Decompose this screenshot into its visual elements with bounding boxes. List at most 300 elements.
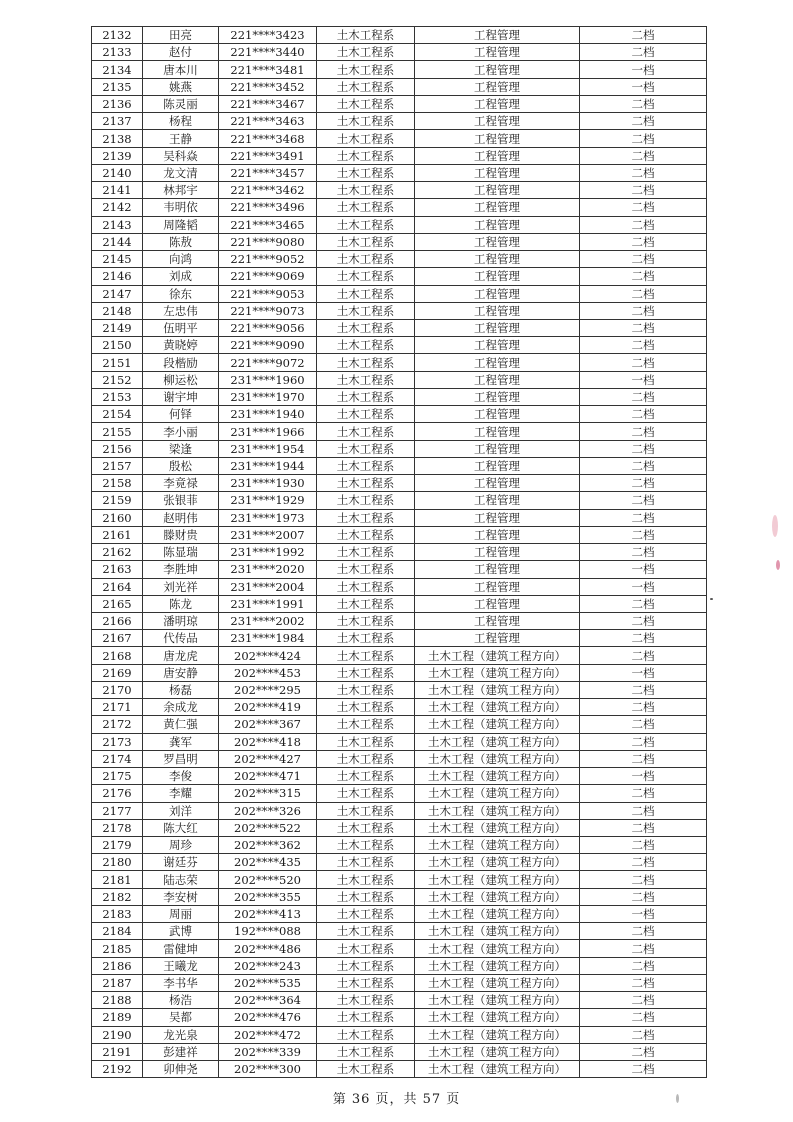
student-name-cell: 雷健坤 bbox=[143, 940, 219, 957]
department-cell: 土木工程系 bbox=[317, 819, 415, 836]
row-index-cell: 2147 bbox=[92, 285, 143, 302]
major-cell: 土木工程（建筑工程方向） bbox=[415, 1061, 580, 1078]
grant-level-cell: 二档 bbox=[580, 1061, 707, 1078]
table-row bbox=[92, 406, 707, 423]
grant-level-cell: 一档 bbox=[580, 578, 707, 595]
department-cell: 土木工程系 bbox=[317, 1043, 415, 1060]
student-id-cell: 202****520 bbox=[219, 871, 317, 888]
major-cell: 工程管理 bbox=[415, 44, 580, 61]
student-id-cell: 231****1973 bbox=[219, 509, 317, 526]
row-index-cell: 2157 bbox=[92, 457, 143, 474]
major-cell: 土木工程（建筑工程方向） bbox=[415, 923, 580, 940]
student-name-cell: 杨程 bbox=[143, 113, 219, 130]
student-name-cell: 李安树 bbox=[143, 888, 219, 905]
table-row bbox=[92, 509, 707, 526]
table-row bbox=[92, 302, 707, 319]
major-cell: 土木工程（建筑工程方向） bbox=[415, 699, 580, 716]
student-name-cell: 左忠伟 bbox=[143, 302, 219, 319]
row-index-cell: 2151 bbox=[92, 354, 143, 371]
major-cell: 土木工程（建筑工程方向） bbox=[415, 802, 580, 819]
department-cell: 土木工程系 bbox=[317, 492, 415, 509]
student-id-cell: 231****1970 bbox=[219, 388, 317, 405]
grant-level-cell: 二档 bbox=[580, 1009, 707, 1026]
row-index-cell: 2191 bbox=[92, 1043, 143, 1060]
row-index-cell: 2150 bbox=[92, 337, 143, 354]
grant-level-cell: 二档 bbox=[580, 940, 707, 957]
student-id-cell: 221****3467 bbox=[219, 95, 317, 112]
row-index-cell: 2176 bbox=[92, 785, 143, 802]
major-cell: 工程管理 bbox=[415, 526, 580, 543]
major-cell: 工程管理 bbox=[415, 388, 580, 405]
table-row bbox=[92, 612, 707, 629]
grant-level-cell: 二档 bbox=[580, 681, 707, 698]
major-cell: 工程管理 bbox=[415, 457, 580, 474]
grant-level-cell: 二档 bbox=[580, 268, 707, 285]
table-row bbox=[92, 182, 707, 199]
table-row bbox=[92, 802, 707, 819]
major-cell: 工程管理 bbox=[415, 371, 580, 388]
student-id-cell: 202****453 bbox=[219, 664, 317, 681]
student-name-cell: 吴都 bbox=[143, 1009, 219, 1026]
student-id-cell: 221****9056 bbox=[219, 319, 317, 336]
row-index-cell: 2156 bbox=[92, 440, 143, 457]
department-cell: 土木工程系 bbox=[317, 268, 415, 285]
table-row bbox=[92, 1009, 707, 1026]
department-cell: 土木工程系 bbox=[317, 423, 415, 440]
department-cell: 土木工程系 bbox=[317, 319, 415, 336]
table-row bbox=[92, 319, 707, 336]
major-cell: 土木工程（建筑工程方向） bbox=[415, 940, 580, 957]
row-index-cell: 2169 bbox=[92, 664, 143, 681]
student-id-cell: 221****3468 bbox=[219, 130, 317, 147]
major-cell: 土木工程（建筑工程方向） bbox=[415, 992, 580, 1009]
major-cell: 工程管理 bbox=[415, 595, 580, 612]
student-id-cell: 202****424 bbox=[219, 647, 317, 664]
major-cell: 工程管理 bbox=[415, 285, 580, 302]
major-cell: 工程管理 bbox=[415, 302, 580, 319]
grant-level-cell: 二档 bbox=[580, 216, 707, 233]
department-cell: 土木工程系 bbox=[317, 475, 415, 492]
grant-level-cell: 二档 bbox=[580, 233, 707, 250]
student-name-cell: 梁逢 bbox=[143, 440, 219, 457]
student-name-cell: 彭建祥 bbox=[143, 1043, 219, 1060]
table-row bbox=[92, 905, 707, 922]
grant-level-cell: 二档 bbox=[580, 992, 707, 1009]
department-cell: 土木工程系 bbox=[317, 974, 415, 991]
student-name-cell: 姚燕 bbox=[143, 78, 219, 95]
student-name-cell: 谢宇坤 bbox=[143, 388, 219, 405]
student-name-cell: 赵明伟 bbox=[143, 509, 219, 526]
table-row bbox=[92, 854, 707, 871]
grant-level-cell: 二档 bbox=[580, 285, 707, 302]
grant-level-cell: 二档 bbox=[580, 113, 707, 130]
grant-level-cell: 二档 bbox=[580, 785, 707, 802]
student-name-cell: 李耀 bbox=[143, 785, 219, 802]
student-id-cell: 231****2002 bbox=[219, 612, 317, 629]
student-id-cell: 202****427 bbox=[219, 750, 317, 767]
student-id-cell: 202****419 bbox=[219, 699, 317, 716]
student-name-cell: 徐东 bbox=[143, 285, 219, 302]
grant-level-cell: 二档 bbox=[580, 164, 707, 181]
department-cell: 土木工程系 bbox=[317, 888, 415, 905]
row-index-cell: 2184 bbox=[92, 923, 143, 940]
table-row bbox=[92, 268, 707, 285]
table-row bbox=[92, 44, 707, 61]
department-cell: 土木工程系 bbox=[317, 509, 415, 526]
table-row bbox=[92, 388, 707, 405]
grant-level-cell: 二档 bbox=[580, 147, 707, 164]
major-cell: 工程管理 bbox=[415, 95, 580, 112]
student-name-cell: 陈敖 bbox=[143, 233, 219, 250]
grant-level-cell: 二档 bbox=[580, 509, 707, 526]
major-cell: 工程管理 bbox=[415, 164, 580, 181]
row-index-cell: 2139 bbox=[92, 147, 143, 164]
row-index-cell: 2181 bbox=[92, 871, 143, 888]
grant-level-cell: 一档 bbox=[580, 768, 707, 785]
table-row bbox=[92, 457, 707, 474]
table-row bbox=[92, 95, 707, 112]
student-id-cell: 202****367 bbox=[219, 716, 317, 733]
table-row bbox=[92, 785, 707, 802]
student-id-cell: 221****9073 bbox=[219, 302, 317, 319]
grant-level-cell: 一档 bbox=[580, 371, 707, 388]
department-cell: 土木工程系 bbox=[317, 561, 415, 578]
student-name-cell: 唐龙虎 bbox=[143, 647, 219, 664]
row-index-cell: 2145 bbox=[92, 251, 143, 268]
table-row bbox=[92, 819, 707, 836]
row-index-cell: 2186 bbox=[92, 957, 143, 974]
grant-level-cell: 二档 bbox=[580, 337, 707, 354]
student-name-cell: 田亮 bbox=[143, 27, 219, 44]
major-cell: 工程管理 bbox=[415, 199, 580, 216]
grant-level-cell: 一档 bbox=[580, 561, 707, 578]
student-name-cell: 柳运松 bbox=[143, 371, 219, 388]
student-id-cell: 231****1944 bbox=[219, 457, 317, 474]
department-cell: 土木工程系 bbox=[317, 612, 415, 629]
table-row bbox=[92, 716, 707, 733]
scan-stain-mark bbox=[772, 515, 778, 537]
table-row bbox=[92, 940, 707, 957]
student-id-cell: 221****3496 bbox=[219, 199, 317, 216]
department-cell: 土木工程系 bbox=[317, 44, 415, 61]
row-index-cell: 2173 bbox=[92, 733, 143, 750]
major-cell: 工程管理 bbox=[415, 337, 580, 354]
student-name-cell: 潘明琼 bbox=[143, 612, 219, 629]
student-id-cell: 221****3440 bbox=[219, 44, 317, 61]
page-footer: 第 36 页，共 57 页 bbox=[332, 1092, 461, 1107]
scan-stain-mark bbox=[776, 560, 780, 570]
student-name-cell: 唐安静 bbox=[143, 664, 219, 681]
student-name-cell: 李竟禄 bbox=[143, 475, 219, 492]
student-id-cell: 202****472 bbox=[219, 1026, 317, 1043]
student-id-cell: 221****3465 bbox=[219, 216, 317, 233]
grant-level-cell: 二档 bbox=[580, 837, 707, 854]
department-cell: 土木工程系 bbox=[317, 957, 415, 974]
row-index-cell: 2178 bbox=[92, 819, 143, 836]
student-id-cell: 221****9090 bbox=[219, 337, 317, 354]
table-row bbox=[92, 768, 707, 785]
student-id-cell: 202****413 bbox=[219, 905, 317, 922]
student-id-cell: 221****9069 bbox=[219, 268, 317, 285]
row-index-cell: 2177 bbox=[92, 802, 143, 819]
grant-level-cell: 二档 bbox=[580, 974, 707, 991]
student-name-cell: 刘洋 bbox=[143, 802, 219, 819]
student-name-cell: 刘成 bbox=[143, 268, 219, 285]
grant-level-cell: 二档 bbox=[580, 130, 707, 147]
row-index-cell: 2135 bbox=[92, 78, 143, 95]
department-cell: 土木工程系 bbox=[317, 457, 415, 474]
grant-level-cell: 二档 bbox=[580, 716, 707, 733]
student-name-cell: 杨磊 bbox=[143, 681, 219, 698]
department-cell: 土木工程系 bbox=[317, 992, 415, 1009]
student-id-cell: 231****1930 bbox=[219, 475, 317, 492]
student-id-cell: 202****243 bbox=[219, 957, 317, 974]
grant-level-cell: 二档 bbox=[580, 733, 707, 750]
table-row bbox=[92, 147, 707, 164]
major-cell: 工程管理 bbox=[415, 251, 580, 268]
department-cell: 土木工程系 bbox=[317, 371, 415, 388]
grant-level-cell: 二档 bbox=[580, 819, 707, 836]
student-name-cell: 韦明依 bbox=[143, 199, 219, 216]
student-name-cell: 何铎 bbox=[143, 406, 219, 423]
department-cell: 土木工程系 bbox=[317, 681, 415, 698]
grant-level-cell: 二档 bbox=[580, 544, 707, 561]
table-row bbox=[92, 647, 707, 664]
department-cell: 土木工程系 bbox=[317, 233, 415, 250]
table-row bbox=[92, 888, 707, 905]
grant-level-cell: 二档 bbox=[580, 802, 707, 819]
student-name-cell: 陈灵丽 bbox=[143, 95, 219, 112]
grant-level-cell: 二档 bbox=[580, 319, 707, 336]
department-cell: 土木工程系 bbox=[317, 768, 415, 785]
major-cell: 土木工程（建筑工程方向） bbox=[415, 1026, 580, 1043]
student-name-cell: 武博 bbox=[143, 923, 219, 940]
grant-level-cell: 二档 bbox=[580, 595, 707, 612]
major-cell: 土木工程（建筑工程方向） bbox=[415, 1043, 580, 1060]
department-cell: 土木工程系 bbox=[317, 940, 415, 957]
row-index-cell: 2149 bbox=[92, 319, 143, 336]
row-index-cell: 2158 bbox=[92, 475, 143, 492]
major-cell: 土木工程（建筑工程方向） bbox=[415, 750, 580, 767]
department-cell: 土木工程系 bbox=[317, 544, 415, 561]
row-index-cell: 2133 bbox=[92, 44, 143, 61]
major-cell: 土木工程（建筑工程方向） bbox=[415, 681, 580, 698]
row-index-cell: 2160 bbox=[92, 509, 143, 526]
student-name-cell: 段楷励 bbox=[143, 354, 219, 371]
table-row bbox=[92, 957, 707, 974]
department-cell: 土木工程系 bbox=[317, 130, 415, 147]
department-cell: 土木工程系 bbox=[317, 647, 415, 664]
department-cell: 土木工程系 bbox=[317, 354, 415, 371]
department-cell: 土木工程系 bbox=[317, 1026, 415, 1043]
major-cell: 土木工程（建筑工程方向） bbox=[415, 768, 580, 785]
row-index-cell: 2163 bbox=[92, 561, 143, 578]
row-index-cell: 2134 bbox=[92, 61, 143, 78]
student-id-cell: 202****362 bbox=[219, 837, 317, 854]
grant-level-cell: 二档 bbox=[580, 199, 707, 216]
row-index-cell: 2143 bbox=[92, 216, 143, 233]
row-index-cell: 2148 bbox=[92, 302, 143, 319]
student-id-cell: 231****2004 bbox=[219, 578, 317, 595]
grant-level-cell: 二档 bbox=[580, 526, 707, 543]
student-id-cell: 202****364 bbox=[219, 992, 317, 1009]
major-cell: 土木工程（建筑工程方向） bbox=[415, 647, 580, 664]
student-name-cell: 杨浩 bbox=[143, 992, 219, 1009]
major-cell: 工程管理 bbox=[415, 475, 580, 492]
table-row bbox=[92, 578, 707, 595]
department-cell: 土木工程系 bbox=[317, 199, 415, 216]
row-index-cell: 2136 bbox=[92, 95, 143, 112]
major-cell: 工程管理 bbox=[415, 61, 580, 78]
major-cell: 工程管理 bbox=[415, 147, 580, 164]
row-index-cell: 2190 bbox=[92, 1026, 143, 1043]
table-row bbox=[92, 233, 707, 250]
grant-level-cell: 二档 bbox=[580, 388, 707, 405]
department-cell: 土木工程系 bbox=[317, 750, 415, 767]
row-index-cell: 2154 bbox=[92, 406, 143, 423]
student-name-cell: 王静 bbox=[143, 130, 219, 147]
student-id-cell: 192****088 bbox=[219, 923, 317, 940]
table-row bbox=[92, 199, 707, 216]
student-name-cell: 李胜坤 bbox=[143, 561, 219, 578]
row-index-cell: 2165 bbox=[92, 595, 143, 612]
student-id-cell: 221****3423 bbox=[219, 27, 317, 44]
table-row bbox=[92, 871, 707, 888]
major-cell: 土木工程（建筑工程方向） bbox=[415, 819, 580, 836]
table-row bbox=[92, 923, 707, 940]
table-row bbox=[92, 544, 707, 561]
scan-speck-mark bbox=[676, 1094, 679, 1103]
department-cell: 土木工程系 bbox=[317, 905, 415, 922]
row-index-cell: 2168 bbox=[92, 647, 143, 664]
student-id-cell: 231****1960 bbox=[219, 371, 317, 388]
row-index-cell: 2172 bbox=[92, 716, 143, 733]
row-index-cell: 2153 bbox=[92, 388, 143, 405]
grant-level-cell: 二档 bbox=[580, 27, 707, 44]
table-row bbox=[92, 475, 707, 492]
student-name-cell: 周隆韬 bbox=[143, 216, 219, 233]
row-index-cell: 2179 bbox=[92, 837, 143, 854]
row-index-cell: 2183 bbox=[92, 905, 143, 922]
major-cell: 土木工程（建筑工程方向） bbox=[415, 733, 580, 750]
major-cell: 工程管理 bbox=[415, 233, 580, 250]
student-name-cell: 谢廷芬 bbox=[143, 854, 219, 871]
department-cell: 土木工程系 bbox=[317, 406, 415, 423]
department-cell: 土木工程系 bbox=[317, 837, 415, 854]
scan-speck-mark bbox=[710, 598, 713, 600]
table-row bbox=[92, 681, 707, 698]
student-name-cell: 李俊 bbox=[143, 768, 219, 785]
department-cell: 土木工程系 bbox=[317, 61, 415, 78]
student-name-cell: 周珍 bbox=[143, 837, 219, 854]
table-row bbox=[92, 285, 707, 302]
student-name-cell: 代传品 bbox=[143, 630, 219, 647]
department-cell: 土木工程系 bbox=[317, 923, 415, 940]
table-row bbox=[92, 216, 707, 233]
table-row bbox=[92, 492, 707, 509]
grant-level-cell: 二档 bbox=[580, 1043, 707, 1060]
row-index-cell: 2192 bbox=[92, 1061, 143, 1078]
student-name-cell: 殷松 bbox=[143, 457, 219, 474]
row-index-cell: 2188 bbox=[92, 992, 143, 1009]
major-cell: 工程管理 bbox=[415, 561, 580, 578]
department-cell: 土木工程系 bbox=[317, 113, 415, 130]
table-row bbox=[92, 130, 707, 147]
student-id-cell: 202****326 bbox=[219, 802, 317, 819]
row-index-cell: 2180 bbox=[92, 854, 143, 871]
student-id-cell: 221****3452 bbox=[219, 78, 317, 95]
student-id-cell: 202****418 bbox=[219, 733, 317, 750]
student-name-cell: 刘光祥 bbox=[143, 578, 219, 595]
student-id-cell: 221****9072 bbox=[219, 354, 317, 371]
grant-level-cell: 二档 bbox=[580, 923, 707, 940]
row-index-cell: 2166 bbox=[92, 612, 143, 629]
major-cell: 土木工程（建筑工程方向） bbox=[415, 785, 580, 802]
student-name-cell: 伍明平 bbox=[143, 319, 219, 336]
major-cell: 工程管理 bbox=[415, 544, 580, 561]
table-row bbox=[92, 733, 707, 750]
table-row bbox=[92, 974, 707, 991]
row-index-cell: 2174 bbox=[92, 750, 143, 767]
table-row bbox=[92, 699, 707, 716]
major-cell: 土木工程（建筑工程方向） bbox=[415, 664, 580, 681]
department-cell: 土木工程系 bbox=[317, 78, 415, 95]
grant-level-cell: 二档 bbox=[580, 406, 707, 423]
department-cell: 土木工程系 bbox=[317, 95, 415, 112]
row-index-cell: 2132 bbox=[92, 27, 143, 44]
student-name-cell: 唐本川 bbox=[143, 61, 219, 78]
grant-level-cell: 二档 bbox=[580, 888, 707, 905]
major-cell: 土木工程（建筑工程方向） bbox=[415, 1009, 580, 1026]
table-row bbox=[92, 164, 707, 181]
row-index-cell: 2164 bbox=[92, 578, 143, 595]
table-row bbox=[92, 561, 707, 578]
department-cell: 土木工程系 bbox=[317, 699, 415, 716]
grant-level-cell: 二档 bbox=[580, 1026, 707, 1043]
student-id-cell: 202****315 bbox=[219, 785, 317, 802]
student-name-cell: 吴科焱 bbox=[143, 147, 219, 164]
student-name-cell: 陆志荣 bbox=[143, 871, 219, 888]
major-cell: 工程管理 bbox=[415, 216, 580, 233]
grant-level-cell: 二档 bbox=[580, 440, 707, 457]
major-cell: 工程管理 bbox=[415, 319, 580, 336]
grant-level-cell: 二档 bbox=[580, 182, 707, 199]
student-id-cell: 231****1992 bbox=[219, 544, 317, 561]
table-row bbox=[92, 354, 707, 371]
row-index-cell: 2171 bbox=[92, 699, 143, 716]
department-cell: 土木工程系 bbox=[317, 251, 415, 268]
student-id-cell: 231****1966 bbox=[219, 423, 317, 440]
department-cell: 土木工程系 bbox=[317, 302, 415, 319]
major-cell: 工程管理 bbox=[415, 630, 580, 647]
grant-level-cell: 二档 bbox=[580, 957, 707, 974]
student-id-cell: 221****9080 bbox=[219, 233, 317, 250]
row-index-cell: 2187 bbox=[92, 974, 143, 991]
table-row bbox=[92, 1043, 707, 1060]
row-index-cell: 2141 bbox=[92, 182, 143, 199]
row-index-cell: 2185 bbox=[92, 940, 143, 957]
department-cell: 土木工程系 bbox=[317, 285, 415, 302]
student-name-cell: 陈大红 bbox=[143, 819, 219, 836]
table-row bbox=[92, 526, 707, 543]
table-row bbox=[92, 750, 707, 767]
table-row bbox=[92, 27, 707, 44]
student-id-cell: 202****300 bbox=[219, 1061, 317, 1078]
student-id-cell: 202****522 bbox=[219, 819, 317, 836]
major-cell: 工程管理 bbox=[415, 612, 580, 629]
grant-level-cell: 二档 bbox=[580, 95, 707, 112]
table-row bbox=[92, 337, 707, 354]
